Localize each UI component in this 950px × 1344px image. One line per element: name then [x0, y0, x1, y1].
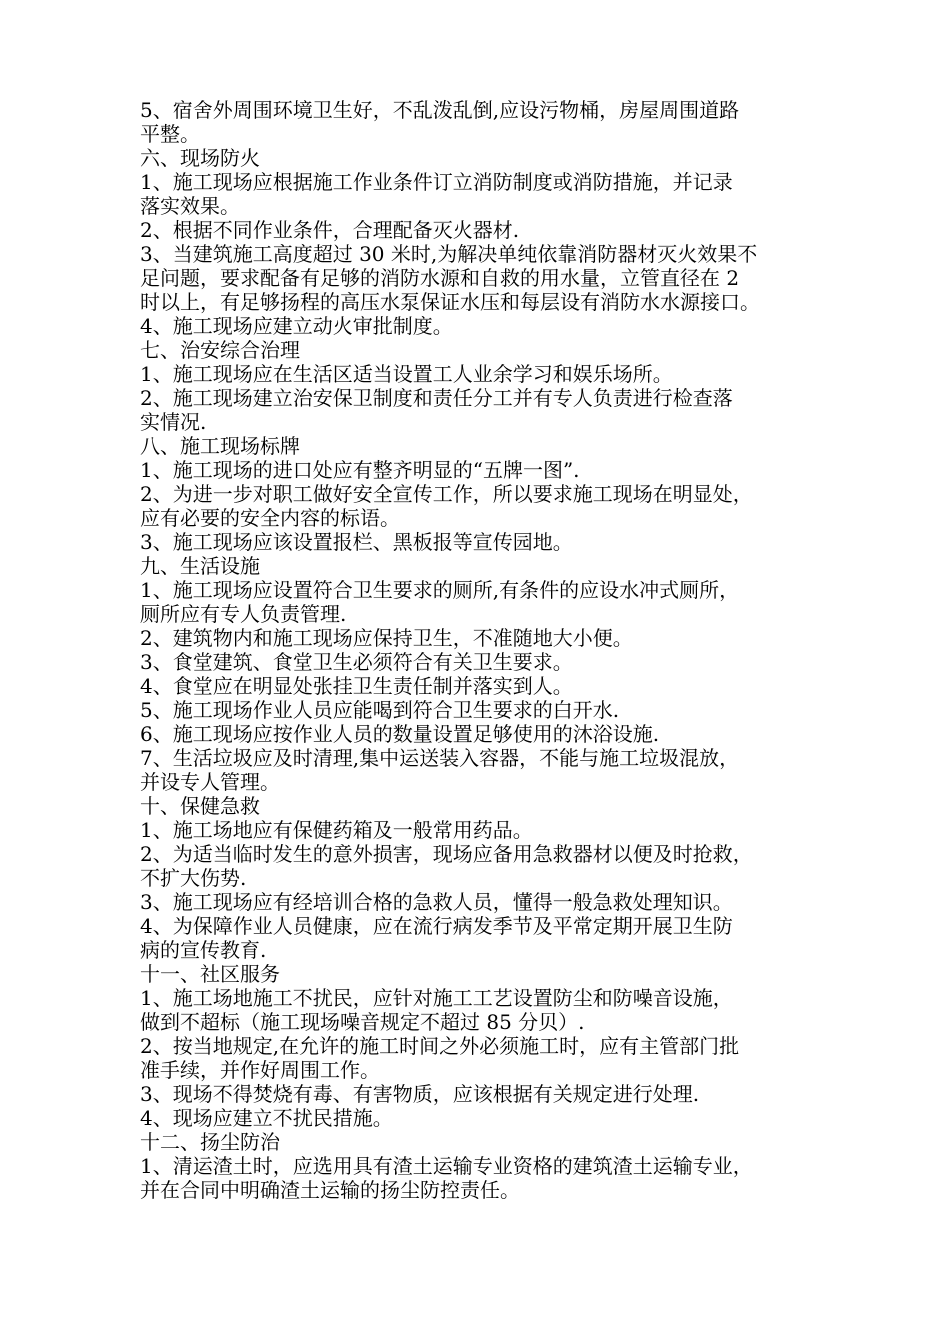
- text-line: 1、施工场地施工不扰民，应针对施工工艺设置防尘和防噪音设施，: [140, 986, 733, 1010]
- text-line: 3、食堂建筑、食堂卫生必须符合有关卫生要求。: [140, 650, 573, 674]
- text-line: 平整。: [140, 122, 200, 146]
- text-line: 3、当建筑施工高度超过 30 米时,为解决单纯依靠消防器材灭火效果不: [140, 242, 758, 266]
- section-heading: 七、治安综合治理: [140, 338, 300, 362]
- text-line: 3、现场不得焚烧有毒、有害物质，应该根据有关规定进行处理.: [140, 1082, 700, 1106]
- text-line: 准手续，并作好周围工作。: [140, 1058, 380, 1082]
- section-heading: 六、现场防火: [140, 146, 260, 170]
- section-heading: 十二、扬尘防治: [140, 1130, 280, 1154]
- text-line: 3、施工现场应该设置报栏、黑板报等宣传园地。: [140, 530, 573, 554]
- text-line: 病的宣传教育.: [140, 938, 267, 962]
- text-line: 落实效果。: [140, 194, 240, 218]
- text-line: 不扩大伤势.: [140, 866, 247, 890]
- text-line: 足问题，要求配备有足够的消防水源和自救的用水量，立管直径在 2: [140, 266, 740, 290]
- text-line: 6、施工现场应按作业人员的数量设置足够使用的沐浴设施.: [140, 722, 660, 746]
- document-body: [140, 98, 830, 1202]
- text-line: 时以上，有足够扬程的高压水泵保证水压和每层设有消防水水源接口。: [140, 290, 760, 314]
- text-line: 5、宿舍外周围环境卫生好，不乱泼乱倒,应设污物桶，房屋周围道路: [140, 98, 740, 122]
- text-line: 2、为适当临时发生的意外损害，现场应备用急救器材以便及时抢救，: [140, 842, 753, 866]
- text-line: 实情况.: [140, 410, 207, 434]
- text-line: 2、为进一步对职工做好安全宣传工作，所以要求施工现场在明显处，: [140, 482, 753, 506]
- text-line: 并设专人管理。: [140, 770, 280, 794]
- text-line: 3、施工现场应有经培训合格的急救人员，懂得一般急救处理知识。: [140, 890, 733, 914]
- section-heading: 八、施工现场标牌: [140, 434, 300, 458]
- text-line: 4、为保障作业人员健康，应在流行病发季节及平常定期开展卫生防: [140, 914, 733, 938]
- text-line: 4、施工现场应建立动火审批制度。: [140, 314, 453, 338]
- text-line: 4、食堂应在明显处张挂卫生责任制并落实到人。: [140, 674, 573, 698]
- text-line: 4、现场应建立不扰民措施。: [140, 1106, 393, 1130]
- text-line: 2、按当地规定,在允许的施工时间之外必须施工时，应有主管部门批: [140, 1034, 740, 1058]
- section-heading: 十、保健急救: [140, 794, 260, 818]
- text-line: 1、清运渣土时，应选用具有渣土运输专业资格的建筑渣土运输专业，: [140, 1154, 753, 1178]
- text-line: 并在合同中明确渣土运输的扬尘防控责任。: [140, 1178, 520, 1202]
- text-line: 1、施工现场应在生活区适当设置工人业余学习和娱乐场所。: [140, 362, 673, 386]
- text-line: 1、施工现场应根据施工作业条件订立消防制度或消防措施，并记录: [140, 170, 733, 194]
- text-line: 7、生活垃圾应及时清理,集中运送装入容器，不能与施工垃圾混放，: [140, 746, 740, 770]
- text-line: 2、建筑物内和施工现场应保持卫生，不准随地大小便。: [140, 626, 633, 650]
- text-line: 1、施工现场应设置符合卫生要求的厕所,有条件的应设水冲式厕所，: [140, 578, 740, 602]
- text-line: 5、施工现场作业人员应能喝到符合卫生要求的白开水.: [140, 698, 620, 722]
- text-line: 应有必要的安全内容的标语。: [140, 506, 400, 530]
- text-line: 做到不超标（施工现场噪音规定不超过 85 分贝）.: [140, 1010, 585, 1034]
- section-heading: 九、生活设施: [140, 554, 260, 578]
- text-line: 1、施工现场的进口处应有整齐明显的“五牌一图”.: [140, 458, 580, 482]
- text-line: 厕所应有专人负责管理.: [140, 602, 347, 626]
- text-line: 1、施工场地应有保健药箱及一般常用药品。: [140, 818, 533, 842]
- text-line: 2、施工现场建立治安保卫制度和责任分工并有专人负责进行检查落: [140, 386, 733, 410]
- text-line: 2、根据不同作业条件，合理配备灭火器材.: [140, 218, 520, 242]
- section-heading: 十一、社区服务: [140, 962, 280, 986]
